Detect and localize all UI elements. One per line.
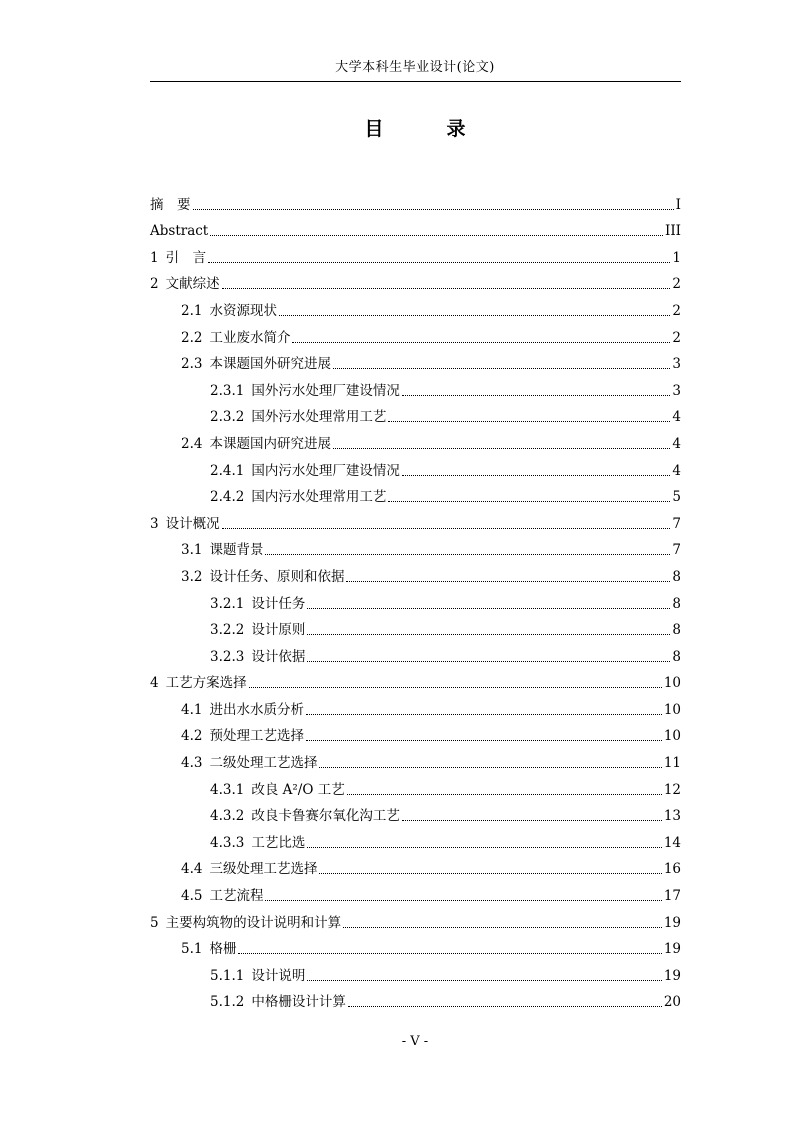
toc-entry[interactable] — [150, 640, 681, 667]
toc-entry-page: 7 — [672, 542, 681, 559]
toc-entry-page: 8 — [672, 622, 681, 639]
toc-entry-label: 工艺方案选择 — [165, 675, 247, 692]
toc-entry[interactable] — [150, 241, 681, 268]
toc-leader-dots — [292, 342, 670, 343]
toc-entry[interactable] — [150, 720, 681, 747]
toc-entry-label: 设计任务、原则和依据 — [209, 568, 345, 585]
toc-leader-dots — [279, 315, 670, 316]
toc-entry-number: 4.2 — [181, 728, 203, 745]
toc-leader-dots — [319, 873, 661, 874]
toc-entry-number: 3.2.3 — [210, 648, 245, 665]
toc-entry-number: 2.1 — [181, 302, 203, 319]
toc-entry-label: 工艺比选 — [251, 834, 306, 851]
toc-entry-page: III — [665, 223, 681, 240]
toc-entry-number: 5.1.2 — [210, 994, 245, 1011]
toc-entry[interactable] — [150, 348, 681, 375]
toc-entry[interactable] — [150, 587, 681, 614]
toc-entry-page: 2 — [672, 276, 681, 293]
toc-entry-label: 二级处理工艺选择 — [209, 755, 318, 772]
toc-entry[interactable] — [150, 933, 681, 960]
toc-entry-number: 4.3.1 — [210, 781, 245, 798]
toc-entry-number: 4.1 — [181, 701, 203, 718]
toc-leader-dots — [208, 262, 670, 263]
toc-entry[interactable] — [150, 879, 681, 906]
toc-entry[interactable] — [150, 986, 681, 1013]
toc-entry[interactable] — [150, 800, 681, 827]
toc-leader-dots — [388, 501, 670, 502]
toc-entry-number: 2.4.1 — [210, 462, 245, 479]
toc-entry[interactable] — [150, 959, 681, 986]
toc-entry-page: 19 — [663, 914, 681, 931]
toc-entry-number: 3.2.1 — [210, 595, 245, 612]
toc-entry-label: 国外污水处理厂建设情况 — [251, 382, 400, 399]
table-of-contents — [150, 188, 681, 1012]
toc-entry-number: 3.2.2 — [210, 622, 245, 639]
toc-entry-page: 13 — [663, 808, 681, 825]
toc-entry[interactable] — [150, 401, 681, 428]
toc-entry-label: 改良卡鲁赛尔氧化沟工艺 — [251, 808, 400, 825]
toc-entry-page: 20 — [663, 994, 681, 1011]
toc-leader-dots — [347, 794, 662, 795]
toc-entry[interactable] — [150, 321, 681, 348]
toc-entry[interactable] — [150, 614, 681, 641]
toc-leader-dots — [307, 980, 661, 981]
toc-entry[interactable] — [150, 188, 681, 215]
header-rule — [150, 81, 681, 82]
toc-entry[interactable] — [150, 826, 681, 853]
toc-leader-dots — [265, 900, 661, 901]
toc-entry-page: 10 — [663, 675, 681, 692]
toc-leader-dots — [319, 767, 661, 768]
toc-entry-label: 摘 要 — [150, 196, 191, 213]
toc-entry[interactable] — [150, 268, 681, 295]
toc-entry-number: 2.3 — [181, 356, 203, 373]
toc-entry-page: 3 — [672, 356, 681, 373]
toc-leader-dots — [333, 448, 670, 449]
toc-leader-dots — [306, 740, 662, 741]
toc-entry-number: 4.5 — [181, 888, 203, 905]
toc-entry[interactable] — [150, 906, 681, 933]
toc-entry-page: 16 — [663, 861, 681, 878]
toc-entry-page: 1 — [672, 249, 681, 266]
toc-leader-dots — [222, 288, 671, 289]
toc-entry[interactable] — [150, 481, 681, 508]
toc-leader-dots — [402, 820, 662, 821]
toc-entry-label: 改良 A²/O 工艺 — [251, 781, 345, 798]
toc-entry-page: 17 — [663, 888, 681, 905]
toc-entry-number: 4.3.2 — [210, 808, 245, 825]
toc-entry-number: 2.4.2 — [210, 489, 245, 506]
toc-entry[interactable] — [150, 374, 681, 401]
toc-entry-label: 设计依据 — [251, 648, 306, 665]
toc-entry-number: 2.3.2 — [210, 409, 245, 426]
toc-leader-dots — [307, 634, 670, 635]
toc-entry-label: 文献综述 — [165, 276, 220, 293]
toc-entry-label: 国外污水处理常用工艺 — [251, 409, 387, 426]
page-number: - V - — [401, 1034, 429, 1049]
toc-entry-page: 8 — [672, 568, 681, 585]
toc-entry-page: 8 — [672, 648, 681, 665]
toc-entry-label: 设计原则 — [251, 622, 306, 639]
toc-leader-dots — [210, 235, 663, 236]
toc-entry-label: 水资源现状 — [209, 302, 277, 319]
toc-entry-page: 4 — [672, 462, 681, 479]
toc-entry-label: Abstract — [150, 223, 209, 240]
toc-entry-number: 2 — [150, 276, 159, 293]
toc-entry[interactable] — [150, 215, 681, 242]
toc-entry-label: 本课题国内研究进展 — [209, 435, 331, 452]
toc-entry-number: 4.3 — [181, 755, 203, 772]
toc-entry-label: 格栅 — [209, 941, 237, 958]
toc-leader-dots — [307, 847, 661, 848]
toc-entry-label: 国内污水处理常用工艺 — [251, 489, 387, 506]
toc-entry-number: 3.1 — [181, 542, 203, 559]
toc-entry-page: 11 — [663, 755, 681, 772]
toc-entry-page: 3 — [672, 382, 681, 399]
toc-leader-dots — [346, 581, 670, 582]
toc-entry-number: 4 — [150, 675, 159, 692]
toc-entry-number: 2.2 — [181, 329, 203, 346]
toc-entry-number: 5.1.1 — [210, 967, 245, 984]
toc-leader-dots — [307, 608, 670, 609]
toc-leader-dots — [238, 953, 661, 954]
toc-leader-dots — [348, 1006, 662, 1007]
toc-entry-page: 12 — [663, 781, 681, 798]
toc-entry-label: 设计说明 — [251, 967, 306, 984]
toc-entry-page: 4 — [672, 409, 681, 426]
toc-leader-dots — [222, 528, 671, 529]
toc-entry[interactable] — [150, 560, 681, 587]
toc-entry-number: 4.3.3 — [210, 834, 245, 851]
toc-entry-label: 国内污水处理厂建设情况 — [251, 462, 400, 479]
toc-entry-label: 设计任务 — [251, 595, 306, 612]
toc-entry-number: 2.3.1 — [210, 382, 245, 399]
toc-entry-label: 进出水水质分析 — [209, 701, 304, 718]
toc-leader-dots — [333, 368, 670, 369]
toc-entry-page: 10 — [663, 701, 681, 718]
toc-entry[interactable] — [150, 454, 681, 481]
toc-entry[interactable] — [150, 507, 681, 534]
toc-entry-number: 3 — [150, 515, 159, 532]
toc-leader-dots — [265, 554, 670, 555]
toc-entry[interactable] — [150, 667, 681, 694]
toc-entry-label: 主要构筑物的设计说明和计算 — [165, 914, 342, 931]
toc-entry-page: 8 — [672, 595, 681, 612]
toc-entry-number: 5.1 — [181, 941, 203, 958]
toc-entry-page: 19 — [663, 967, 681, 984]
toc-leader-dots — [402, 395, 671, 396]
toc-entry-page: 4 — [672, 435, 681, 452]
toc-entry[interactable] — [150, 773, 681, 800]
page-title: 目 录 — [364, 118, 488, 140]
toc-entry-label: 设计概况 — [165, 515, 220, 532]
toc-entry-number: 5 — [150, 914, 159, 931]
toc-entry-number: 4.4 — [181, 861, 203, 878]
toc-entry-label: 工业废水简介 — [209, 329, 291, 346]
toc-entry-page: 2 — [672, 302, 681, 319]
toc-entry-number: 1 — [150, 249, 159, 266]
toc-entry[interactable] — [150, 534, 681, 561]
toc-entry[interactable] — [150, 294, 681, 321]
toc-entry[interactable] — [150, 427, 681, 454]
toc-entry-label: 中格栅设计计算 — [251, 994, 346, 1011]
toc-entry-label: 工艺流程 — [209, 888, 264, 905]
toc-entry-page: 10 — [663, 728, 681, 745]
toc-entry[interactable] — [150, 693, 681, 720]
toc-entry-number: 3.2 — [181, 568, 203, 585]
toc-leader-dots — [307, 661, 670, 662]
toc-entry-page: 7 — [672, 515, 681, 532]
toc-leader-dots — [193, 209, 674, 210]
running-header: 大学本科生毕业设计(论文) — [335, 60, 495, 75]
toc-leader-dots — [306, 714, 662, 715]
toc-entry-label: 本课题国外研究进展 — [209, 356, 331, 373]
toc-entry-page: I — [675, 196, 681, 213]
toc-entry-page: 14 — [663, 834, 681, 851]
toc-entry-number: 2.4 — [181, 435, 203, 452]
toc-entry-label: 引 言 — [165, 249, 207, 266]
toc-entry-page: 2 — [672, 329, 681, 346]
toc-leader-dots — [249, 687, 662, 688]
toc-leader-dots — [388, 421, 670, 422]
toc-leader-dots — [402, 475, 671, 476]
toc-entry-page: 5 — [672, 489, 681, 506]
toc-entry[interactable] — [150, 746, 681, 773]
toc-leader-dots — [343, 927, 662, 928]
toc-entry[interactable] — [150, 853, 681, 880]
toc-entry-label: 三级处理工艺选择 — [209, 861, 318, 878]
toc-entry-label: 预处理工艺选择 — [209, 728, 304, 745]
toc-entry-page: 19 — [663, 941, 681, 958]
toc-entry-label: 课题背景 — [209, 542, 264, 559]
